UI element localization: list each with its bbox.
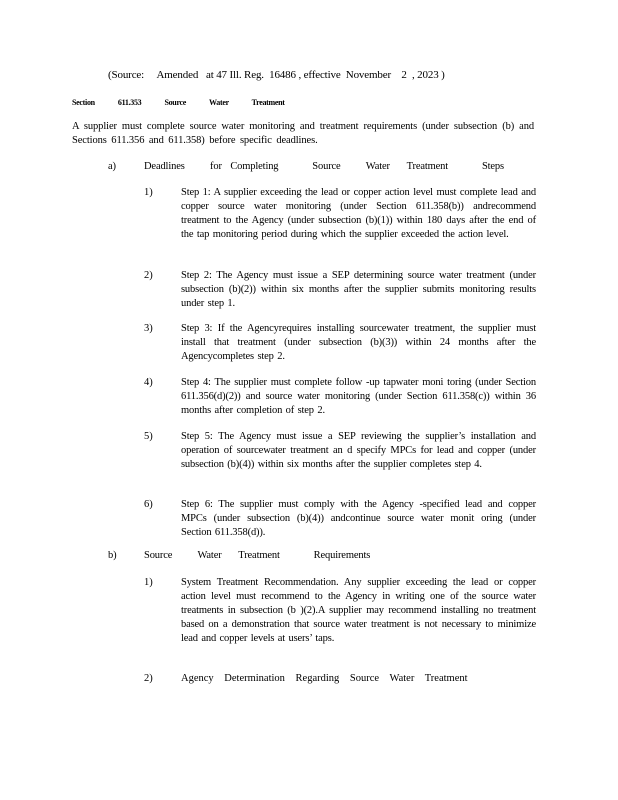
step-3-number: 3) xyxy=(144,323,153,334)
step-1-text: Step 1: A supplier exceeding the lead or copper action level must complete lead and copper source water monitoring (under Section 611.358(b)) andrecommend treatment to the Agency (under subsection (b)(1)) within 180 days after the end of the tap monitoring period during which the supplier exceeded the action level. xyxy=(181,187,536,240)
step-2-text: Step 2: The Agency must issue a SEP determining source water treatment (under subsection (b)(2)) within six months after the supplier submits monitoring results under step 1. xyxy=(181,270,536,309)
step-4-number: 4) xyxy=(144,377,153,388)
section-heading: Section 611.353 Source Water Treatment xyxy=(72,98,285,107)
requirement-2-title: Agency Determination Regarding Source Water Treatment xyxy=(181,673,468,684)
subsection-b-label: b) xyxy=(108,550,117,561)
requirement-1-number: 1) xyxy=(144,577,153,588)
intro-paragraph: A supplier must complete source water monitoring and treatment requirements (under subsection (b) and Sections 611.356 and 611.358) before specific deadlines. xyxy=(72,121,534,146)
step-2-number: 2) xyxy=(144,270,153,281)
subsection-a-label: a) xyxy=(108,161,116,172)
requirement-2-number: 2) xyxy=(144,673,153,684)
requirement-1-text: System Treatment Recommendation. Any supplier exceeding the lead or copper action level must recommend to the Agency in writing one of the source water treatments in subsection (b )(2).A supplier may recommend installing no treatment based on a demonstration that source water treatment is not necessary to minimize lead and copper levels at users’ taps. xyxy=(181,577,536,644)
subsection-b-title: Source Water Treatment Requirements xyxy=(144,550,371,561)
step-5-text: Step 5: The Agency must issue a SEP reviewing the supplier’s installation and operation of sourcewater treatment an d specify MPCs for lead and copper (under subsection (b)(4)) within six months after the supplier completes step 4. xyxy=(181,431,536,470)
step-6-text: Step 6: The supplier must comply with the Agency -specified lead and copper MPCs (under subsection (b)(4)) andcontinue source water monit oring (under Section 611.358(d)). xyxy=(181,499,536,538)
step-3-text: Step 3: If the Agencyrequires installing sourcewater treatment, the supplier must install that treatment (under subsection (b)(3)) within 24 months after the Agencycompletes step 2. xyxy=(181,323,536,362)
subsection-a-title: Deadlines for Completing Source Water Treatment Steps xyxy=(144,161,504,172)
step-5-number: 5) xyxy=(144,431,153,442)
step-1-number: 1) xyxy=(144,187,153,198)
step-6-number: 6) xyxy=(144,499,153,510)
source-note: (Source: Amended at 47 Ill. Reg. 16486 , effective November 2 , 2023 ) xyxy=(108,69,445,81)
step-4-text: Step 4: The supplier must complete follow -up tapwater moni toring (under Section 611.356(d)(2)) and source water monitoring (under Section 611.358(c)) within 36 months after completion of step 2. xyxy=(181,377,536,416)
